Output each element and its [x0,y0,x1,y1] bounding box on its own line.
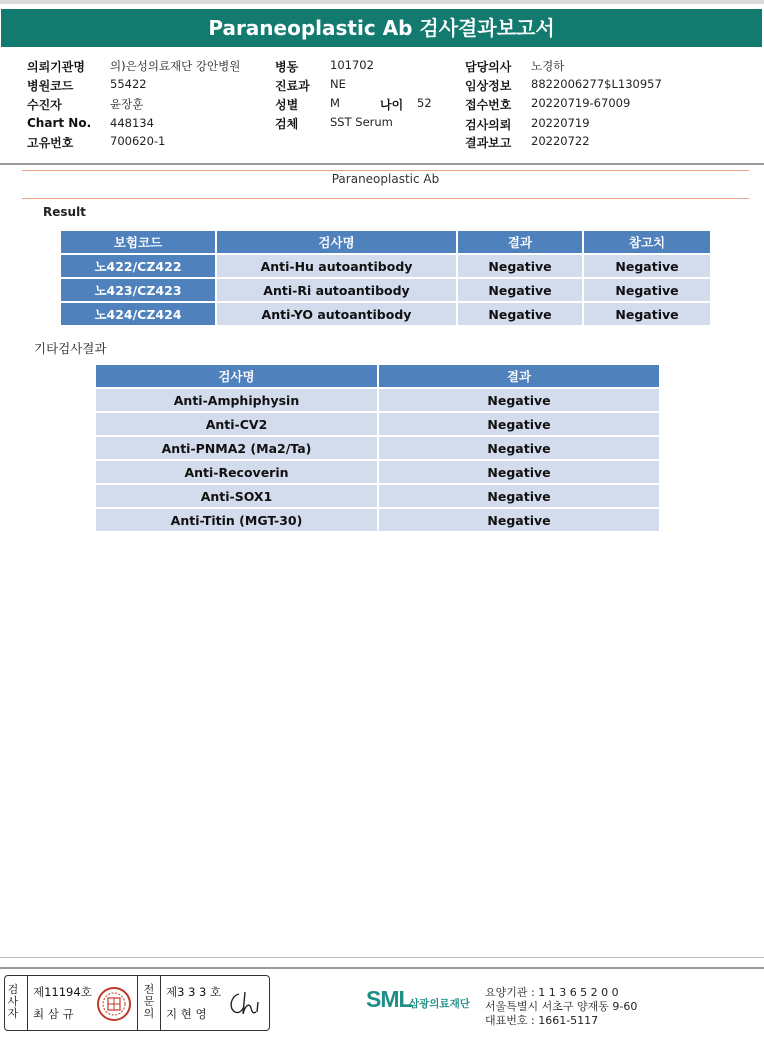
table-row [61,278,710,302]
test-cell: Anti-CV2 [96,412,378,436]
ward-label: 병동 [275,60,299,74]
dept-label: 진료과 [275,79,310,93]
signature-box [4,975,270,1031]
unique-label: 고유번호 [27,136,74,150]
table-row [61,302,710,326]
examiner-name: 최 삼 규 [33,1007,74,1021]
specialist-license-no: 제3 3 3 호 [166,985,222,999]
result-heading: Result [43,205,86,219]
result-cell: Negative [457,254,583,278]
table-row [96,508,659,532]
result-table-header [61,231,710,254]
table-row [96,412,659,436]
age-label: 나이 [380,98,404,112]
receipt-label: 접수번호 [465,98,512,112]
header-test: 검사명 [96,365,378,388]
test-cell: Anti-YO autoantibody [216,302,457,326]
test-cell: Anti-Amphiphysin [96,388,378,412]
result-cell: Negative [378,460,659,484]
sex-label: 성별 [275,98,299,112]
header-test: 검사명 [216,231,457,254]
result-cell: Negative [378,484,659,508]
examiner-seal-stamp [96,986,132,1022]
chart-value: 448134 [110,116,154,130]
doctor-label: 담당의사 [465,60,512,74]
section-bottom-rule [22,198,749,199]
patient-info [0,52,764,162]
header-divider [0,163,764,165]
top-border [0,0,764,4]
clinical-value: 8822006277$L130957 [531,77,662,91]
institution-label: 의뢰기관명 [27,60,85,74]
clinical-label: 임상정보 [465,79,512,93]
patient-value: 윤장훈 [110,97,144,111]
specimen-value: SST Serum [330,115,393,129]
header-code: 보험코드 [61,231,216,254]
divider [160,976,161,1030]
test-cell: Anti-Ri autoantibody [216,278,457,302]
hospital-code-label: 병원코드 [27,79,74,93]
result-cell: Negative [457,278,583,302]
divider [27,976,28,1030]
code-cell: 노424/CZ424 [61,302,216,326]
code-cell: 노423/CZ423 [61,278,216,302]
report-title: Paraneoplastic Ab 검사결과보고서 [1,9,762,47]
test-cell: Anti-Recoverin [96,460,378,484]
address: 서울특별시 서초구 양재동 9-60 [485,1000,638,1013]
table-row [61,254,710,278]
specialist-vertical-label: 전문의 [143,983,155,1020]
code-cell: 노422/CZ422 [61,254,216,278]
other-tests-table [96,365,659,533]
result-cell: Negative [378,436,659,460]
phone: 대표번호 : 1661-5117 [485,1014,599,1027]
ward-value: 101702 [330,58,374,72]
other-tests-heading: 기타검사결과 [34,341,107,356]
institution-value: 의)은성의료재단 강안병원 [110,59,241,73]
divider [137,976,138,1030]
dept-value: NE [330,77,346,91]
sml-logo [366,984,486,1020]
test-cell: Anti-Hu autoantibody [216,254,457,278]
examiner-license-no: 제11194호 [33,985,92,999]
table-row [96,484,659,508]
reference-cell: Negative [583,278,710,302]
table-row [96,436,659,460]
care-institution-no: 요양기관 : 1 1 3 6 5 2 0 0 [485,986,619,999]
report-value: 20220722 [531,134,590,148]
result-table [61,231,710,327]
request-value: 20220719 [531,116,590,130]
examiner-vertical-label: 검사자 [7,983,19,1020]
other-table-header [96,365,659,388]
chart-label: Chart No. [27,116,92,130]
doctor-value: 노경하 [531,59,565,73]
section-top-rule [22,170,749,171]
result-cell: Negative [457,302,583,326]
org-name: 삼광의료재단 [409,998,470,1010]
reference-cell: Negative [583,302,710,326]
result-cell: Negative [378,388,659,412]
age-value: 52 [417,96,432,110]
sex-value: M [330,96,340,110]
hospital-code-value: 55422 [110,77,147,91]
footer-divider-bold [0,967,764,969]
request-label: 검사의뢰 [465,118,512,132]
test-cell: Anti-SOX1 [96,484,378,508]
test-cell: Anti-PNMA2 (Ma2/Ta) [96,436,378,460]
report-label: 결과보고 [465,136,512,150]
specialist-name: 지 현 영 [166,1007,207,1021]
reference-cell: Negative [583,254,710,278]
logo-mark: SML [366,986,412,1012]
test-cell: Anti-Titin (MGT-30) [96,508,378,532]
section-title: Paraneoplastic Ab [331,172,440,186]
result-cell: Negative [378,508,659,532]
header-reference: 참고치 [583,231,710,254]
table-row [96,460,659,484]
specialist-signature [225,988,263,1020]
header-result: 결과 [457,231,583,254]
specimen-label: 검체 [275,117,299,131]
table-row [96,388,659,412]
header-result: 결과 [378,365,659,388]
result-cell: Negative [378,412,659,436]
unique-value: 700620-1 [110,134,166,148]
receipt-value: 20220719-67009 [531,96,631,110]
footer-divider [0,957,764,958]
patient-label: 수진자 [27,98,62,112]
